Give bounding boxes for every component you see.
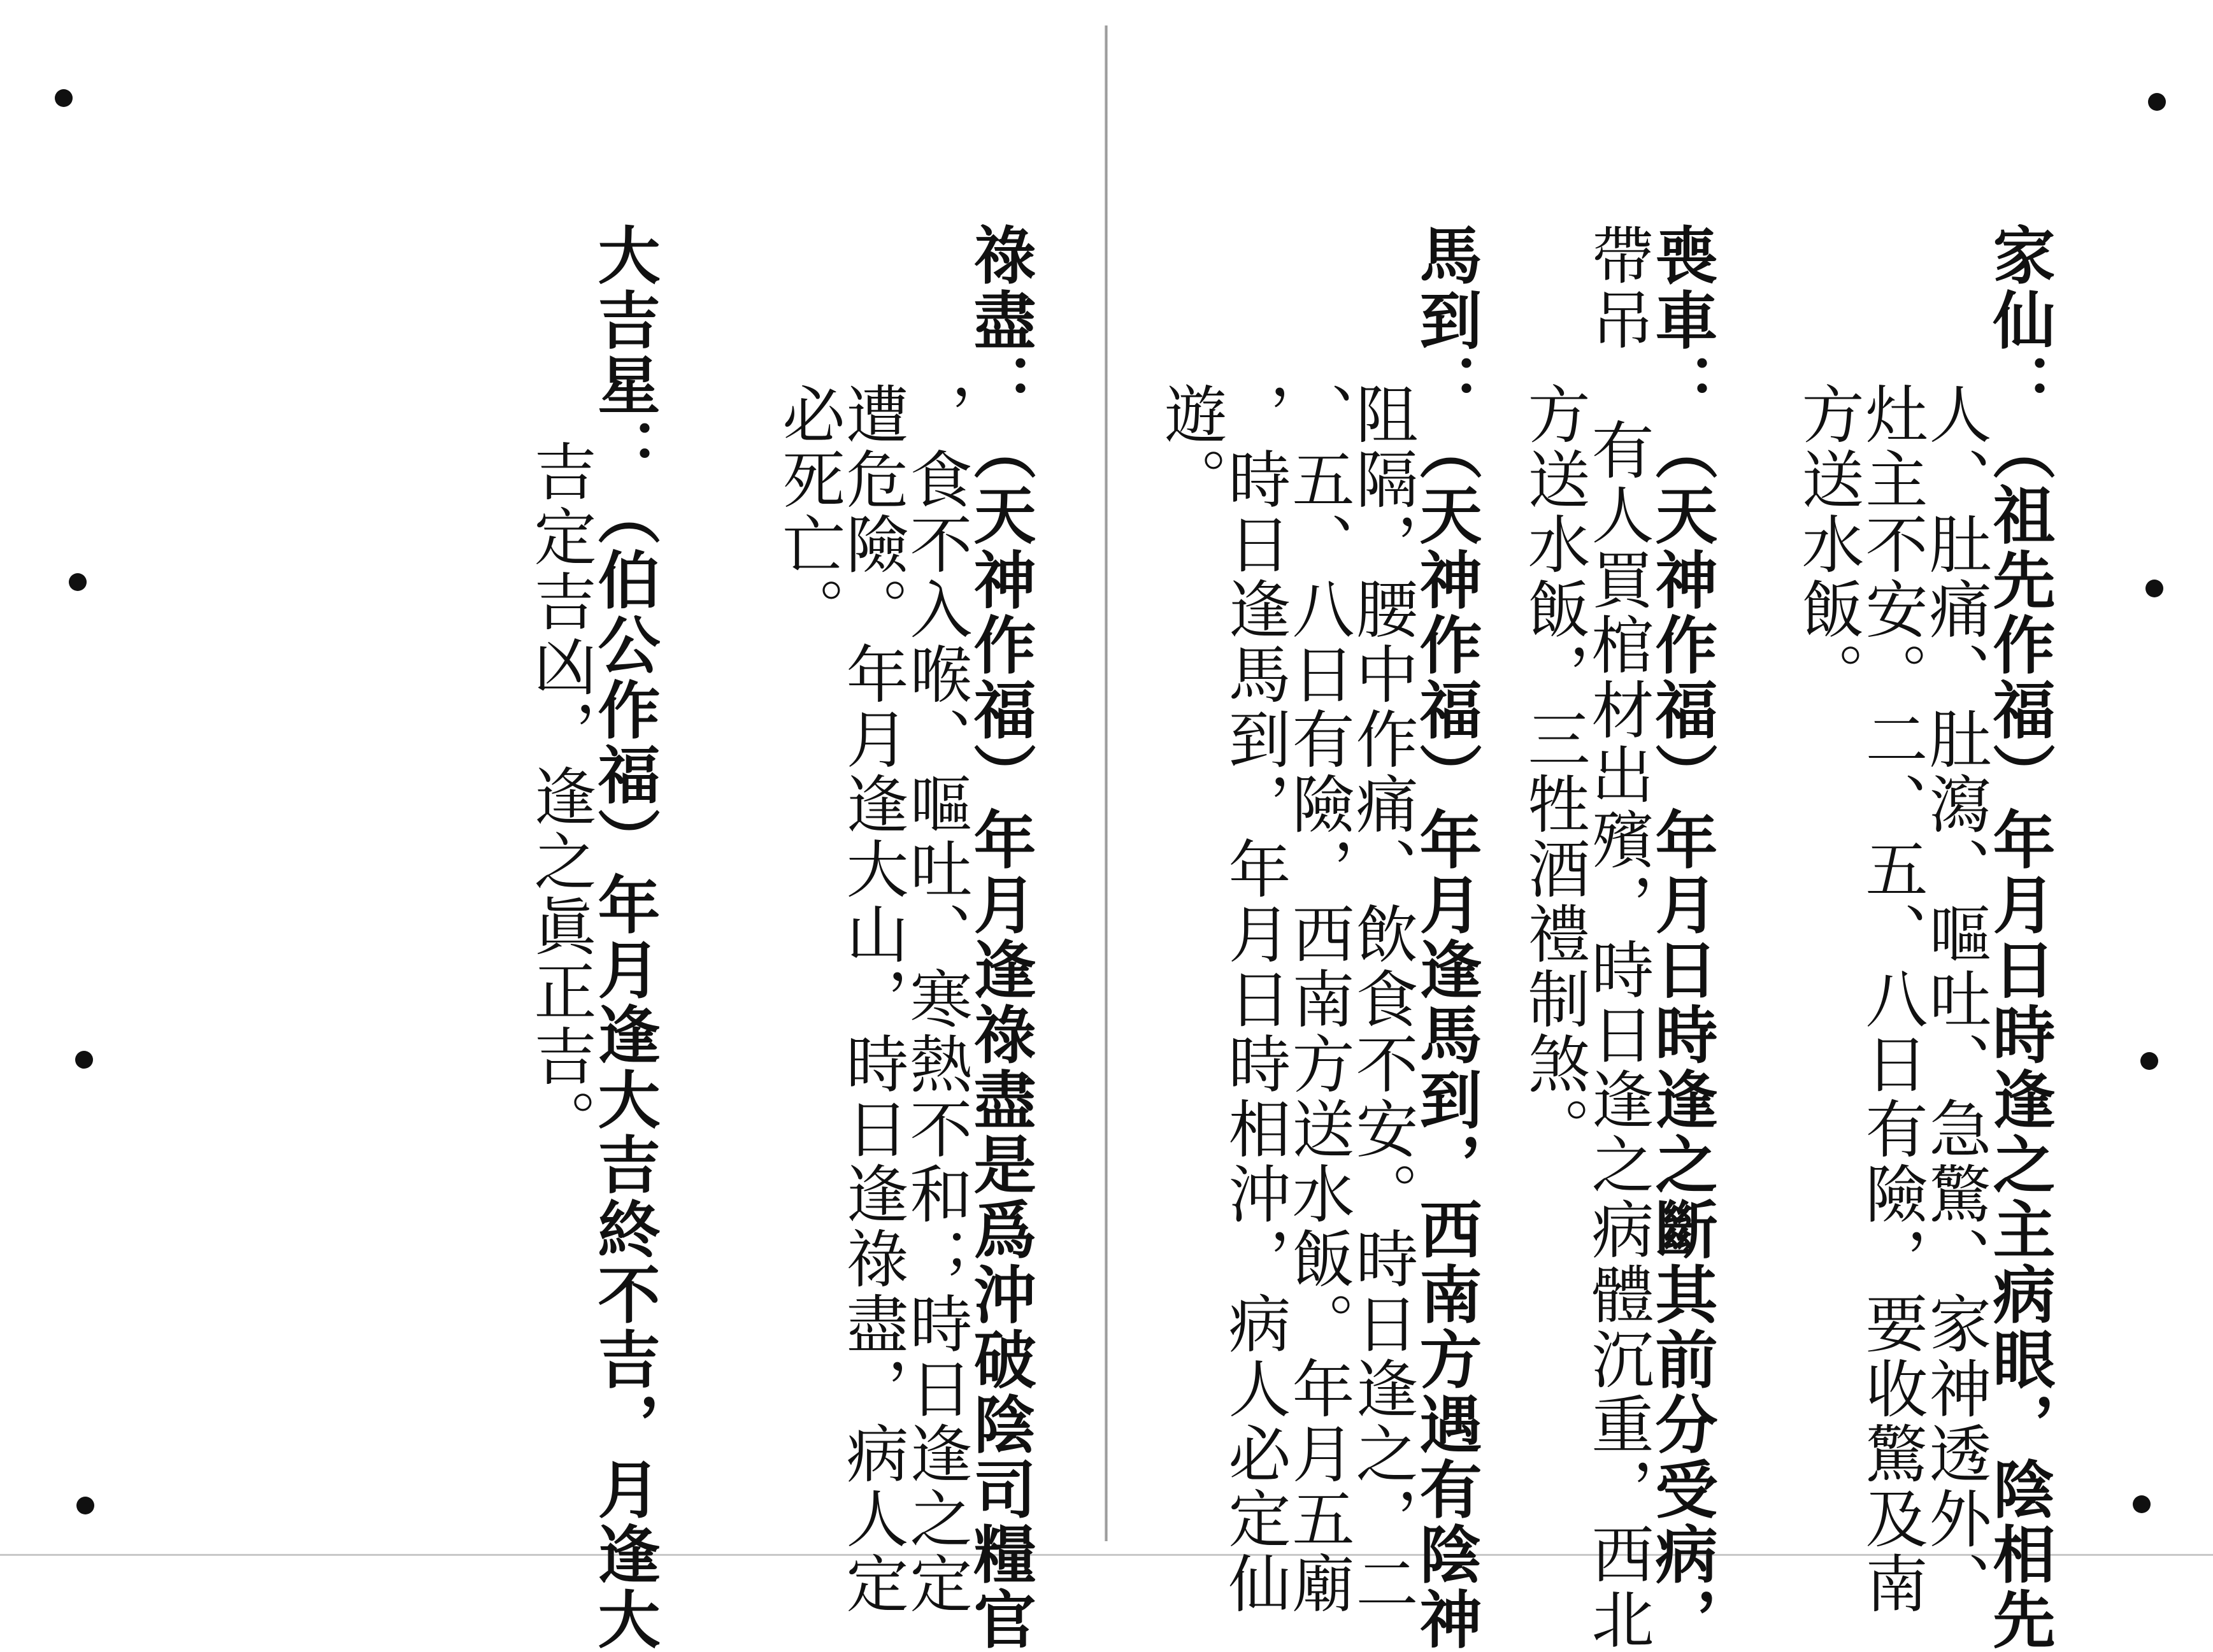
entry-lujin-line-3: 遭危險。年月逢大山，時日逢祿盡，病人定 — [836, 382, 908, 1616]
entry-madao-line-1: 馬到：（天神作福）年月逢馬到，西南方遇有陰神 — [1409, 223, 1482, 1652]
entry-jiaxian-line-2: 人、肚痛、肚瀉、嘔吐、急驚、家神透外、 — [1919, 382, 1991, 1616]
entry-sangche-line-2: 帶吊 有人買棺材出殯，時日逢之病體沉重，西北 — [1581, 223, 1654, 1652]
binder-hole-left-2 — [69, 573, 87, 591]
binder-hole-right-4 — [2133, 1495, 2151, 1513]
entry-madao-line-2: 阻隔，腰中作痛、飲食不安。時日逢之，二 — [1345, 382, 1418, 1616]
entry-lujin-line-1: 祿盡：（天神作福）年月逢祿盡是爲沖破陰司糧官 — [963, 223, 1036, 1652]
entry-madao-line-5: 遊。 — [1154, 382, 1227, 512]
entry-jiaxian-line-3: 灶主不安。二、五、八日有險，要收驚及南 — [1855, 382, 1928, 1616]
entry-madao-line-4: ，時日逢馬到，年月日時相沖，病人必定仙 — [1218, 382, 1291, 1616]
book-gutter — [1105, 25, 1108, 1541]
entry-lujin-line-4: 必死亡。 — [772, 382, 845, 642]
entry-jiaxian-line-4: 方送水飯。 — [1791, 382, 1864, 707]
binder-hole-left-1 — [55, 89, 73, 107]
binder-hole-left-3 — [75, 1051, 93, 1069]
binder-hole-right-3 — [2140, 1052, 2158, 1070]
binder-hole-left-4 — [76, 1497, 94, 1514]
entry-lujin-line-2: ，食不入喉、嘔吐、寒熱不和；時日逢之定 — [899, 382, 972, 1616]
entry-dajixing-line-1: 大吉星：（伯公作福）年月逢大吉終不吉，月逢大 — [587, 223, 661, 1652]
entry-sangche-line-1: 喪車：（天神作福）年月日時逢之斷其前分受病， — [1645, 223, 1718, 1652]
entry-madao-line-3: 、五、八日有險，西南方送水飯。年月五廟 — [1282, 382, 1354, 1616]
binder-hole-right-1 — [2148, 93, 2166, 111]
entry-dajixing-line-2: 吉定吉凶，逢之眞正吉。 — [524, 439, 596, 1154]
entry-sangche-line-3: 方送水飯，三牲酒禮制煞。 — [1517, 382, 1590, 1162]
binder-hole-right-2 — [2145, 580, 2163, 597]
entry-jiaxian-line-1: 家仙：（祖先作福）年月日時逢之主病眼，陰相先 — [1982, 223, 2056, 1652]
